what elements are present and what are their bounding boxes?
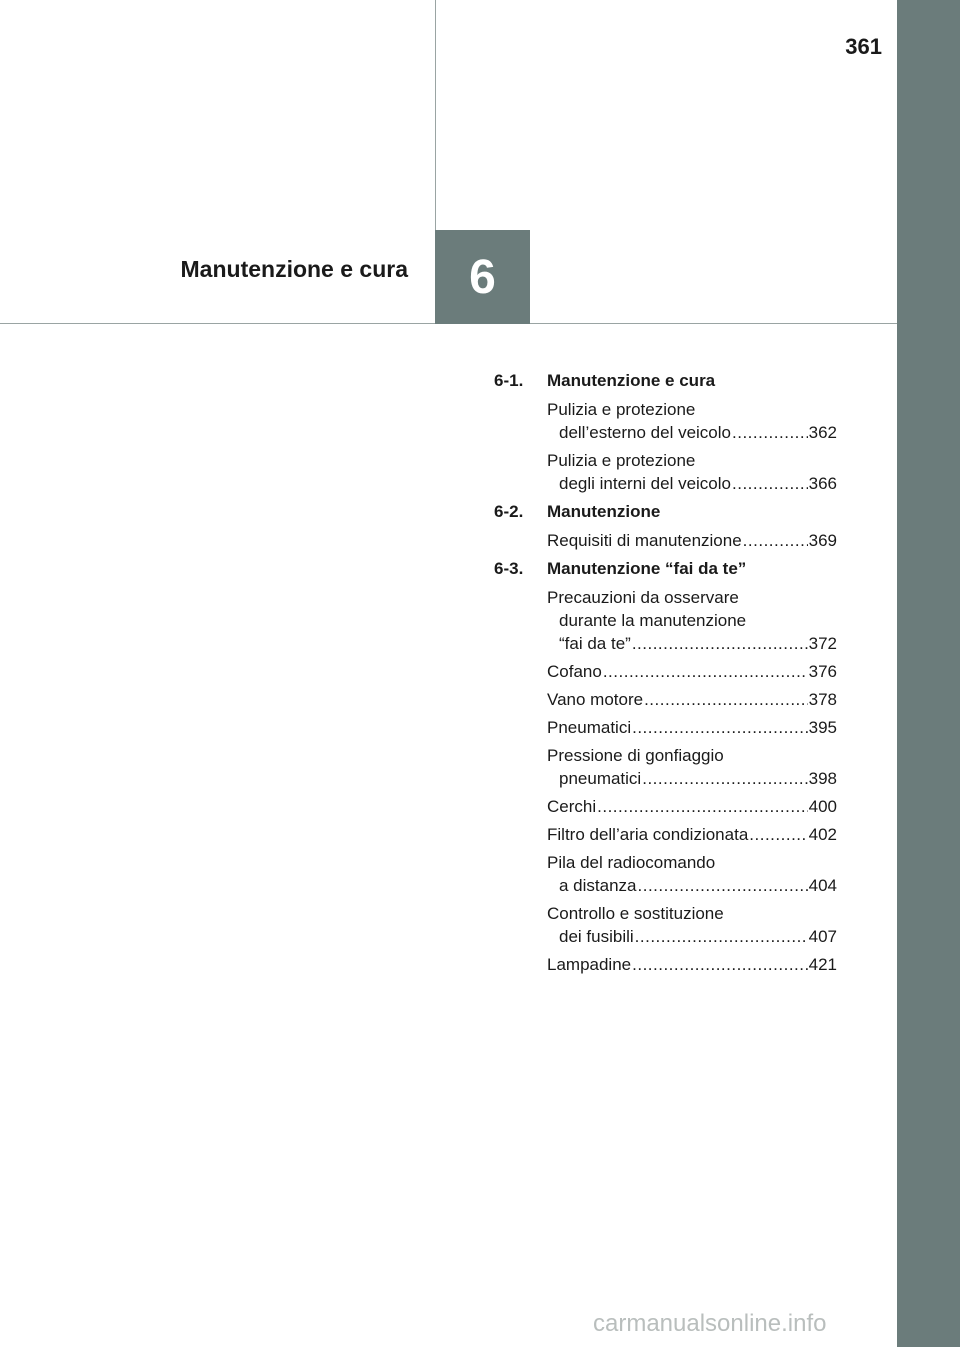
toc-entry[interactable] — [547, 795, 837, 818]
page-number: 361 — [845, 34, 882, 59]
dot-leader — [732, 421, 808, 444]
toc-page-number: 395 — [808, 718, 837, 737]
toc-entry-line — [547, 874, 837, 897]
toc-entry-text: Pila del radiocomando — [547, 853, 716, 872]
toc-entry-line — [547, 529, 837, 552]
toc-entry-text: a distanza — [559, 876, 637, 895]
toc-entry-text: Requisiti di manutenzione — [547, 531, 742, 550]
dot-leader — [642, 767, 807, 790]
toc-entry[interactable] — [547, 851, 837, 897]
dot-leader — [632, 716, 808, 739]
section-number: 6-3. — [494, 559, 524, 578]
dot-leader — [644, 688, 808, 711]
toc-entry-text: dei fusibili — [559, 927, 634, 946]
toc-entry-line — [547, 716, 837, 739]
toc-entry-text: Pneumatici — [547, 718, 632, 737]
toc-entry-text: dell’esterno del veicolo — [559, 423, 731, 442]
chapter-side-tab — [897, 0, 960, 1347]
toc-section-heading — [494, 500, 837, 523]
toc-page-number: 402 — [808, 825, 837, 844]
dot-leader — [749, 823, 807, 846]
toc-entry-text: Pulizia e protezione — [547, 451, 696, 470]
toc-entry-text: durante la manutenzione — [559, 611, 747, 630]
header-vertical-rule — [435, 0, 436, 230]
dot-leader — [635, 925, 808, 948]
section-title: Manutenzione — [547, 502, 661, 521]
toc-entry-text: Vano motore — [547, 690, 644, 709]
toc-entry-line — [547, 744, 837, 767]
table-of-contents — [494, 369, 837, 981]
dot-leader — [597, 795, 808, 818]
toc-page-number: 398 — [808, 769, 837, 788]
toc-entry-line — [547, 902, 837, 925]
toc-entry-line — [547, 609, 837, 632]
dot-leader — [732, 472, 808, 495]
chapter-title: Manutenzione e cura — [180, 256, 408, 282]
toc-entry-text: Cerchi — [547, 797, 597, 816]
toc-entry-line — [547, 688, 837, 711]
dot-leader — [638, 874, 808, 897]
toc-entry-text: pneumatici — [559, 769, 642, 788]
chapter-number: 6 — [469, 250, 496, 304]
toc-page-number: 378 — [808, 690, 837, 709]
toc-entry-line — [547, 660, 837, 683]
toc-entry-text: Precauzioni da osservare — [547, 588, 739, 607]
toc-entry[interactable] — [547, 688, 837, 711]
toc-page-number: 421 — [808, 955, 837, 974]
toc-entry-text: Controllo e sostituzione — [547, 904, 724, 923]
toc-entry[interactable] — [547, 823, 837, 846]
toc-entry-line — [547, 767, 837, 790]
toc-entry[interactable] — [547, 716, 837, 739]
toc-entry-text: Filtro dell’aria condizionata — [547, 825, 749, 844]
toc-entry-line — [547, 472, 837, 495]
toc-entry-text: Pulizia e protezione — [547, 400, 696, 419]
toc-entry[interactable] — [547, 953, 837, 976]
toc-entry-line — [547, 795, 837, 818]
toc-entry-text: Lampadine — [547, 955, 632, 974]
section-number: 6-2. — [494, 502, 524, 521]
toc-page-number: 407 — [808, 927, 837, 946]
toc-entry-line — [547, 632, 837, 655]
toc-entry-text: Cofano — [547, 662, 602, 681]
toc-entry-line — [547, 925, 837, 948]
toc-section-heading — [494, 369, 837, 392]
toc-entry[interactable] — [547, 744, 837, 790]
toc-entry-line — [547, 421, 837, 444]
toc-entry-line — [547, 823, 837, 846]
toc-entry-line — [547, 953, 837, 976]
toc-page-number: 372 — [808, 634, 837, 653]
toc-entry-text: degli interni del veicolo — [559, 474, 731, 493]
dot-leader — [632, 632, 808, 655]
toc-page-number: 369 — [808, 531, 837, 550]
toc-page-number: 366 — [808, 474, 837, 493]
watermark: carmanualsonline.info — [593, 1310, 827, 1337]
toc-page-number: 404 — [808, 876, 837, 895]
toc-entry[interactable] — [547, 449, 837, 495]
toc-entry-line — [547, 851, 837, 874]
toc-entry[interactable] — [547, 398, 837, 444]
toc-section-heading — [494, 557, 837, 580]
toc-entry[interactable] — [547, 902, 837, 948]
toc-entry-line — [547, 398, 837, 421]
chapter-number-box — [435, 230, 530, 324]
dot-leader — [632, 953, 808, 976]
toc-entry-line — [547, 449, 837, 472]
dot-leader — [603, 660, 808, 683]
toc-page-number: 400 — [808, 797, 837, 816]
toc-page-number: 376 — [808, 662, 837, 681]
toc-entry-line — [547, 586, 837, 609]
toc-entry-text: Pressione di gonfiaggio — [547, 746, 724, 765]
toc-page-number: 362 — [808, 423, 837, 442]
toc-entry[interactable] — [547, 660, 837, 683]
toc-entry[interactable] — [547, 529, 837, 552]
dot-leader — [743, 529, 808, 552]
toc-entry[interactable] — [547, 586, 837, 655]
toc-entry-text: “fai da te” — [559, 634, 631, 653]
section-title: Manutenzione “fai da te” — [547, 559, 747, 578]
section-number: 6-1. — [494, 371, 524, 390]
section-title: Manutenzione e cura — [547, 371, 716, 390]
